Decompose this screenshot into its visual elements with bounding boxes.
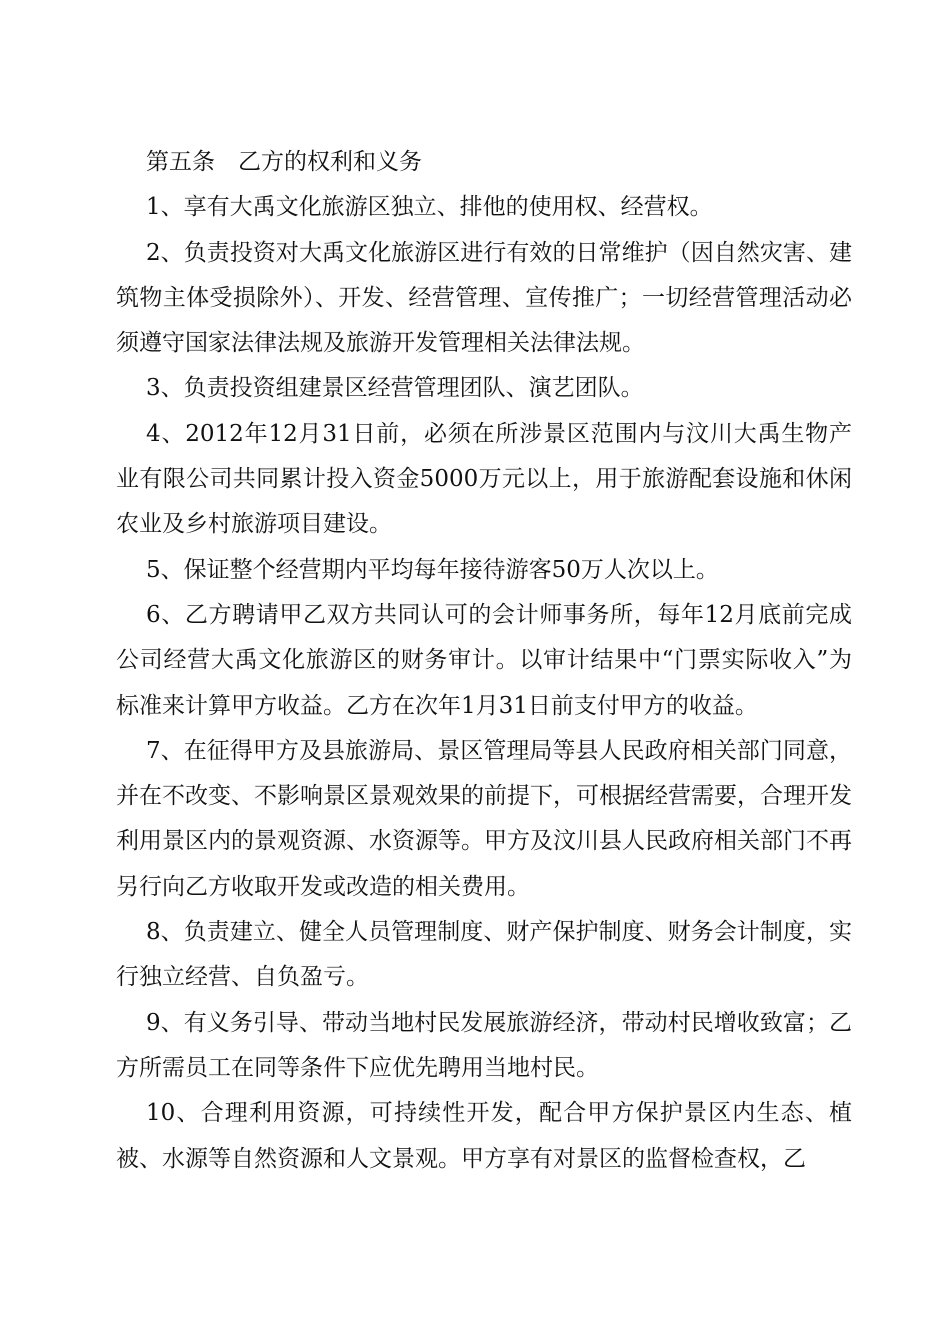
clause-7: 7、在征得甲方及县旅游局、景区管理局等县人民政府相关部门同意，并在不改变、不影响景区景观效果的前提下，可根据经营需要，合理开发利用景区内的景观资源、水资源等。甲方及汶川县人民政府相关部门不再另行向乙方收取开发或改造的相关费用。	[116, 737, 852, 900]
article-heading: 第五条 乙方的权利和义务	[146, 149, 422, 175]
clause-10: 10、合理利用资源，可持续性开发，配合甲方保护景区内生态、植被、水源等自然资源和人文景观。甲方享有对景区的监督检查权，乙	[116, 1100, 852, 1172]
clause-2: 2、负责投资对大禹文化旅游区进行有效的日常维护（因自然灾害、建筑物主体受损除外）、开发、经营管理、宣传推广；一切经营管理活动必须遵守国家法律法规及旅游开发管理相关法律法规。	[116, 239, 852, 357]
document-body	[116, 140, 852, 1182]
clause-9: 9、有义务引导、带动当地村民发展旅游经济，带动村民增收致富；乙方所需员工在同等条件下应优先聘用当地村民。	[116, 1009, 852, 1081]
clause-1: 1、享有大禹文化旅游区独立、排他的使用权、经营权。	[146, 194, 713, 221]
clause-5: 5、保证整个经营期内平均每年接待游客50万人次以上。	[146, 556, 719, 583]
clause-4: 4、2012年12月31日前，必须在所涉景区范围内与汶川大禹生物产业有限公司共同累计投入资金5000万元以上，用于旅游配套设施和休闲农业及乡村旅游项目建设。	[116, 420, 852, 538]
clause-8: 8、负责建立、健全人员管理制度、财产保护制度、财务会计制度，实行独立经营、自负盈亏。	[116, 919, 852, 991]
clause-3: 3、负责投资组建景区经营管理团队、演艺团队。	[146, 375, 644, 402]
clause-6: 6、乙方聘请甲乙双方共同认可的会计师事务所，每年12月底前完成公司经营大禹文化旅游区的财务审计。以审计结果中“门票实际收入”为标准来计算甲方收益。乙方在次年1月31日前支付甲方的收益。	[116, 601, 852, 719]
